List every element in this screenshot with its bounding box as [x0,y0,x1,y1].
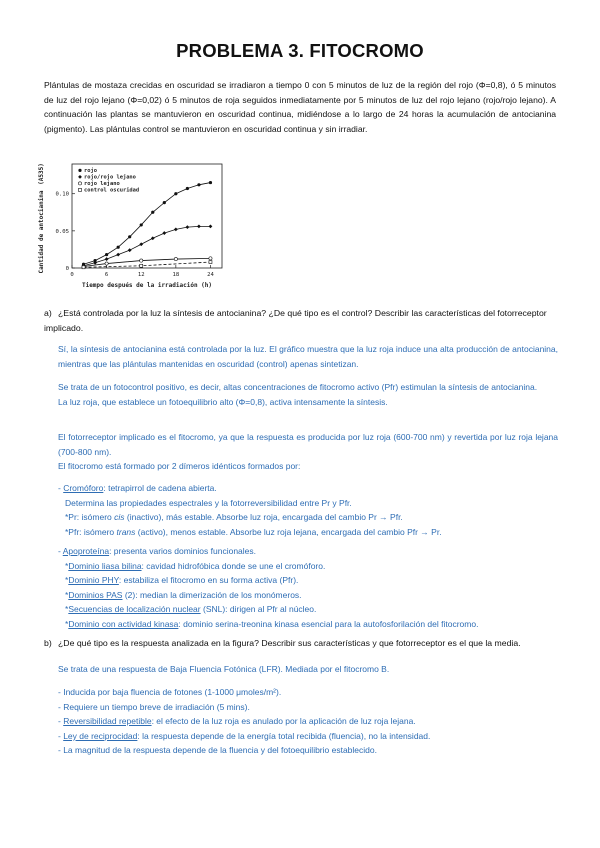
data-point [78,175,82,179]
data-point [151,211,154,214]
y-tick-label: 0.05 [55,228,69,235]
desc-apoproteina: : presenta varios dominios funcionales. [109,546,257,556]
series-line [84,258,211,266]
list-item: - Requiere un tiempo breve de irradiación (5 mins). [58,701,250,712]
cromoforo-list [58,481,558,539]
term-cromoforo: Cromóforo [63,483,104,493]
data-point [151,236,155,240]
x-tick-label: 18 [172,272,180,278]
y-axis-title [38,163,45,273]
term-b4: Ley de reciprocidad [63,730,138,741]
data-point [140,259,143,262]
data-point [82,266,85,269]
y-axis-unit: (A535) [38,163,45,185]
term-d1: Dominio liasa bilina [68,560,142,571]
data-point [116,253,120,257]
series-0 [82,181,212,266]
x-axis-title: Tiempo después de la irradiación (h) [81,282,213,289]
list-item: - Apoproteína: presenta varios dominios funcionales. [58,546,257,556]
anthocyanin-chart [34,154,234,294]
data-point [197,225,201,229]
pr-a: *Pr: isómero [65,512,115,523]
series-line [84,262,211,267]
pfr-b: (activo), menos estable. Absorbe luz roja lejana, encargada del cambio Pfr → Pr. [135,526,442,537]
data-point [209,225,213,229]
series-line [84,183,211,265]
legend-entry: rojo/rojo lejano [84,174,136,181]
term-d2: Dominio PHY [68,575,119,586]
data-point [93,261,97,265]
data-point [128,248,132,252]
desc-b3: : el efecto de la luz roja es anulado por la aplicación de luz roja lejana. [151,716,416,727]
data-point [78,169,81,172]
desc-d3: (2): median la dimerización de los monómeros. [122,589,302,600]
desc-d2: : estabiliza el fitocromo en su forma activa (Pfr). [118,575,299,586]
page-title: PROBLEMA 3. FITOCROMO [176,40,424,61]
question-b [44,636,558,651]
list-item: - Cromóforo: tetrapirrol de cadena abierta. [58,483,217,493]
list-item: - Ley de reciprocidad: la respuesta depende de la energía total recibida (fluencia), no la intensidad. [58,730,431,741]
problem-statement: Plántulas de mostaza crecidas en oscuridad se irradiaron a tiempo 0 con 5 minutos de luz de la región del rojo (Φ=0,8), ó 5 minutos de luz del rojo lejano (Φ=0,02) ó 5 minutos de roja seguidos inmediatamente por 5 minutos de luz del rojo lejano (rojo/rojo lejano). A continuación las plantas se mantuvieron en oscuridad continua, midiéndose a lo largo de 24 horas la acumulación de antocianina (pigmento). Las plántulas control se mantuvieron en oscuridad continua y sin irradiar. [44,80,556,134]
legend-entry: rojo [84,168,97,174]
answer-a-p3a: El fotorreceptor implicado es el fitocromo, ya que la respuesta es producida por luz roja (600-700 nm) y revertida por luz roja lejana (700-800 nm). [58,432,558,457]
data-point [209,181,212,184]
question-a [44,306,558,335]
data-point [174,192,177,195]
question-a-text: ¿Está controlada por la luz la síntesis de antocianina? ¿De qué tipo es el control? Describir las características del fotorreceptor implicado. [44,308,547,333]
series-line [84,226,211,265]
data-point [105,253,108,256]
y-axis-label: Cantidad de antocianina [38,190,45,274]
term-d4: Secuencias de localización nuclear [68,604,201,615]
series-3 [82,261,212,269]
data-point [140,223,143,226]
list-item: Determina las propiedades espectrales y la fotorreversibilidad entre Pr y Pfr. [65,497,352,508]
y-tick-label: 0 [65,266,69,272]
data-point [105,262,108,265]
question-b-text: ¿De qué tipo es la respuesta analizada en la figura? Describir sus características y que fotorreceptor es el que la media. [58,638,521,648]
pr-italic: cis [114,512,125,523]
list-item [58,525,558,540]
list-item: - Inducida por baja fluencia de fotones (1-1000 μmoles/m²). [58,687,282,697]
legend [78,167,139,194]
question-b-label: b) [44,638,52,648]
list-item: *Secuencias de localización nuclear (SNL): dirigen al Pfr al núcleo. [65,604,317,615]
x-tick-label: 6 [104,272,109,278]
desc-cromoforo: : tetrapirrol de cadena abierta. [103,483,217,493]
pfr-italic: trans [116,526,136,537]
x-tick-label: 0 [70,272,74,278]
term-d5: Dominio con actividad kinasa [68,618,179,629]
answer-a-p2a: Se trata de un fotocontrol positivo, es decir, altas concentraciones de fitocromo activo (Pfr) estimulan la síntesis de antocianina. [58,382,538,392]
term-apoproteina: Apoproteína [62,546,110,556]
data-point [105,257,109,261]
data-point [174,227,178,231]
x-tick-label: 12 [137,272,145,278]
data-point [162,231,166,235]
desc-d1: : cavidad hidrofóbica donde se une el cromóforo. [141,560,326,571]
desc-d5: : dominio serina-treonina kinasa esencial para la autofosforilación del fitocromo. [178,618,479,629]
list-item [58,510,558,525]
legend-entry: control oscuridad [84,187,140,194]
x-tick-label: 24 [207,272,214,278]
data-point [117,246,120,249]
list-item: - Reversibilidad repetible: el efecto de la luz roja es anulado por la aplicación de luz roja lejana. [58,716,416,727]
question-a-label: a) [44,308,52,318]
lfr-characteristics-list [58,685,558,758]
data-point [163,201,166,204]
list-item: *Dominio con actividad kinasa: dominio serina-treonina kinasa esencial para la autofosforilación del fitocromo. [65,618,479,629]
list-item: - La magnitud de la respuesta depende de la fluencia y del fotoequilibrio establecido. [58,745,377,756]
answer-a-p2 [58,380,558,409]
data-point [79,188,82,191]
answer-a-p3 [58,430,558,474]
data-point [128,235,131,238]
data-point [140,264,143,267]
data-point [186,187,189,190]
list-item: *Dominio liasa bilina: cavidad hidrofóbica donde se une el cromóforo. [65,560,326,571]
data-point [209,257,212,260]
answer-a-p3b: El fitocromo está formado por 2 dímeros idénticos formados por: [58,461,301,472]
desc-d4: (SNL): dirigen al Pfr al núcleo. [200,604,317,615]
series-1 [82,225,213,268]
data-point [185,225,189,229]
legend-entry: rojo lejano [84,181,120,187]
pr-b: (inactivo), más estable. Absorbe luz roja, encargada del cambio Pr → Pfr. [124,512,403,523]
data-point [139,242,143,246]
data-point [197,183,200,186]
answer-a-p1: Sí, la síntesis de antocianina está controlada por la luz. El gráfico muestra que la luz roja induce una alta producción de antocianina, mientras que las plántulas mantenidas en oscuridad (control) apenas sintetizan. [58,344,558,369]
data-point [209,261,212,264]
b2: Requiere un tiempo breve de irradiación (5 mins). [63,701,250,712]
series-layer [82,181,213,269]
pfr-a: *Pfr: isómero [65,526,117,537]
list-item: *Dominios PAS (2): median la dimerización de los monómeros. [65,589,302,600]
y-tick-label: 0.10 [55,191,69,198]
answer-b: Se trata de una respuesta de Baja Fluencia Fotónica (LFR). Mediada por el fitocromo B. [58,664,390,674]
data-point [174,257,177,260]
desc-b4: : la respuesta depende de la energía total recibida (fluencia), no la intensidad. [137,730,431,741]
term-b3: Reversibilidad repetible [63,716,152,727]
term-d3: Dominios PAS [68,589,123,600]
apoproteina-list [58,544,558,632]
answer-a-p2b: La luz roja, que establece un fotoequilibrio alto (Φ=0,8), activa intensamente la síntesis. [58,396,388,407]
b5: La magnitud de la respuesta depende de la fluencia y del fotoequilibrio establecido. [63,745,377,756]
list-item: *Dominio PHY: estabiliza el fitocromo en su forma activa (Pfr). [65,575,299,586]
data-point [78,182,81,185]
b1: Inducida por baja fluencia de fotones (1-1000 μmoles/m²). [63,687,282,697]
